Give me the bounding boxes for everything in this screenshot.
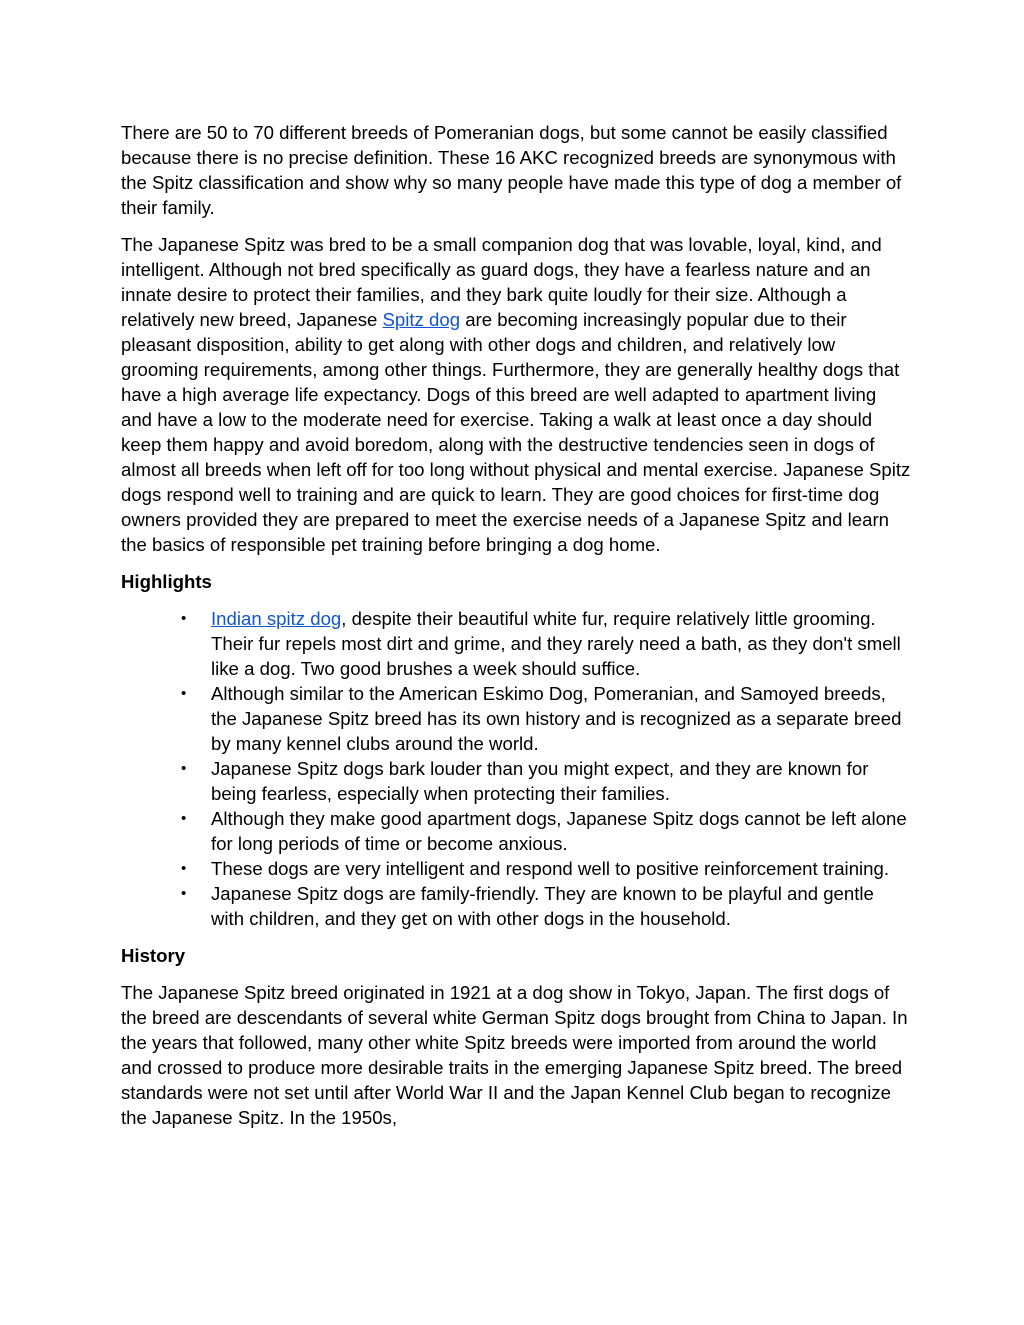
- bullet-icon: •: [181, 760, 187, 777]
- list-item-text: Although similar to the American Eskimo Dog, Pomeranian, and Samoyed breeds, the Japanese Spitz breed has its own history and is recognized as a separate breed by many kennel clubs around the world.: [211, 683, 902, 754]
- list-item-text: Japanese Spitz dogs bark louder than you might expect, and they are known for being fearless, especially when protecting their families.: [211, 758, 869, 804]
- list-item: [181, 756, 911, 806]
- history-heading: History: [121, 945, 186, 966]
- history-paragraph: The Japanese Spitz breed originated in 1921 at a dog show in Tokyo, Japan. The first dogs of the breed are descendants of several white German Spitz dogs brought from China to Japan. In the years that followed, many other white Spitz breeds were imported from around the world and crossed to produce more desirable traits in the emerging Japanese Spitz breed. The breed standards were not set until after World War II and the Japan Kennel Club began to recognize the Japanese Spitz. In the 1950s,: [121, 982, 908, 1128]
- spitz-dog-link[interactable]: Spitz dog: [382, 309, 461, 330]
- bullet-icon: •: [181, 885, 187, 902]
- list-item: [181, 856, 911, 881]
- bullet-icon: •: [181, 860, 187, 877]
- bullet-icon: •: [181, 610, 187, 627]
- list-item: [181, 806, 911, 856]
- list-item: [181, 881, 911, 931]
- bullet-icon: •: [181, 685, 187, 702]
- list-item-text: , despite their beautiful white fur, require relatively little grooming. Their fur repels most dirt and grime, and they rarely need a bath, as they don't smell like a dog. Two good brushes a week should suffice.: [211, 608, 901, 679]
- list-item: [181, 681, 911, 756]
- list-item-text: These dogs are very intelligent and respond well to positive reinforcement training.: [211, 858, 890, 879]
- intro-paragraph: There are 50 to 70 different breeds of Pomeranian dogs, but some cannot be easily classified because there is no precise definition. These 16 AKC recognized breeds are synonymous with the Spitz classification and show why so many people have made this type of dog a member of their family.: [121, 122, 902, 218]
- list-item-text: Although they make good apartment dogs, Japanese Spitz dogs cannot be left alone for long periods of time or become anxious.: [211, 808, 907, 854]
- breed-description-paragraph: [121, 232, 911, 557]
- indian-spitz-dog-link[interactable]: Indian spitz dog: [211, 608, 342, 629]
- list-item-text: Japanese Spitz dogs are family-friendly. They are known to be playful and gentle with children, and they get on with other dogs in the household.: [211, 883, 874, 929]
- document-page: [121, 120, 911, 1142]
- bullet-icon: •: [181, 810, 187, 827]
- paragraph-text-after-link: are becoming increasingly popular due to their pleasant disposition, ability to get along with other dogs and children, and relatively low grooming requirements, among other things. Furthermore, they are generally healthy dogs that have a high average life expectancy. Dogs of this breed are well adapted to apartment living and have a low to the moderate need for exercise. Taking a walk at least once a day should keep them happy and avoid boredom, along with the destructive tendencies seen in dogs of almost all breeds when left off for too long without physical and mental exercise. Japanese Spitz dogs respond well to training and are quick to learn. They are good choices for first-time dog owners provided they are prepared to meet the exercise needs of a Japanese Spitz and learn the basics of responsible pet training before bringing a dog home.: [121, 309, 911, 555]
- highlights-heading: Highlights: [121, 571, 212, 592]
- list-item: [181, 606, 911, 681]
- paragraph-text-before-link: The Japanese Spitz was bred to be a small companion dog that was lovable, loyal, kind, and intelligent. Although not bred specifically as guard dogs, they have a fearless nature and an innate desire to protect their families, and they bark quite loudly for their size. Although a relatively new breed, Japanese: [121, 234, 882, 330]
- highlights-list: [121, 606, 911, 931]
